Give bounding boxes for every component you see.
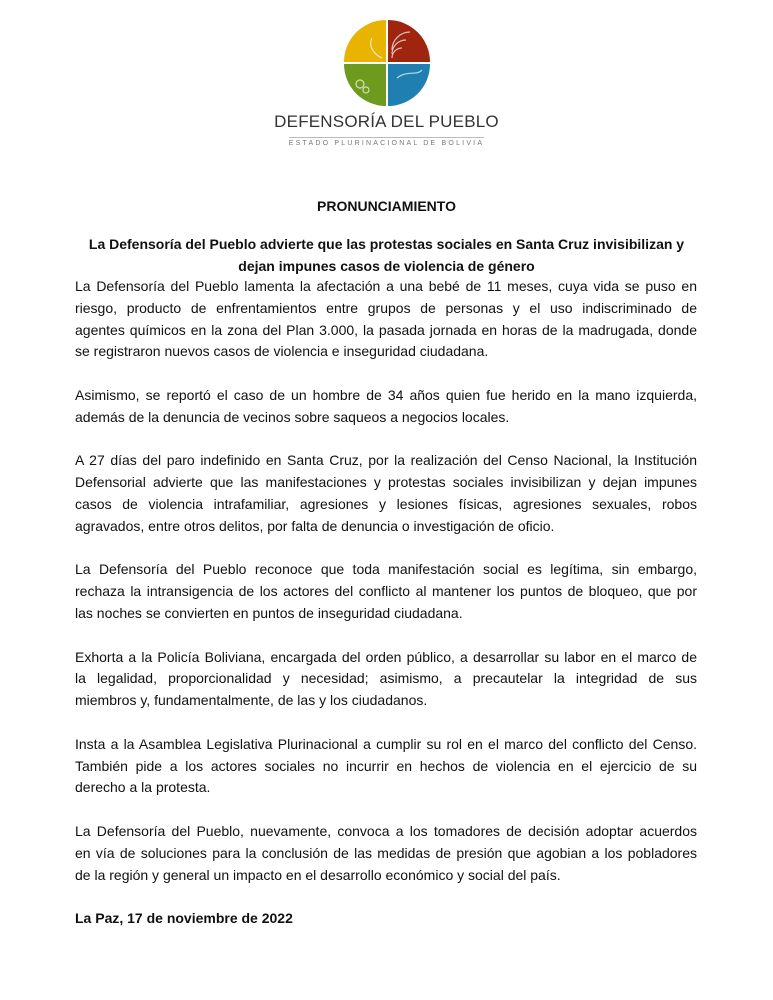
paragraph-line: la legalidad, proporcionalidad y necesidad; asimismo, a precautelar la integridad de sus — [75, 670, 697, 687]
paragraph-line: También pide a los actores sociales no incurrir en hechos de violencia en el ejercicio de su — [75, 757, 697, 774]
paragraph-line: Asimismo, se reportó el caso de un hombre de 34 años quien fue herido en la mano izquierda, — [75, 386, 697, 403]
headline-line: La Defensoría del Pueblo advierte que las protestas sociales en Santa Cruz invisibilizan y — [88, 236, 685, 252]
paragraph-line: Insta a la Asamblea Legislativa Plurinacional a cumplir su rol en el marco del conflicto del Censo. — [75, 735, 697, 752]
headline — [60, 233, 713, 277]
paragraph-line: derecho a la protesta. — [75, 779, 211, 796]
paragraph-line: las noches se convierten en puntos de inseguridad ciudadana. — [75, 604, 463, 621]
paragraph — [75, 385, 697, 429]
paragraph-line: La Defensoría del Pueblo lamenta la afectación a una bebé de 11 meses, cuya vida se puso en — [75, 278, 697, 294]
paragraph — [75, 821, 697, 886]
paragraph-line: La Defensoría del Pueblo reconoce que toda manifestación social es legítima, sin embargo, — [75, 561, 697, 578]
paragraph-line: casos de violencia intrafamiliar, agresiones y lesiones físicas, agresiones sexuales, robos — [75, 495, 697, 512]
paragraph-line: riesgo, producto de enfrentamientos entre grupos de personas y el uso indiscriminado de — [75, 299, 697, 316]
paragraph-line: Exhorta a la Policía Boliviana, encargada del orden público, a desarrollar su labor en el marco de — [75, 648, 697, 665]
paragraph-line: miembros y, fundamentalmente, de las y los ciudadanos. — [75, 692, 428, 709]
paragraph-line: La Defensoría del Pueblo, nuevamente, convoca a los tomadores de decisión adoptar acuerdos — [75, 822, 697, 839]
paragraph — [75, 734, 697, 799]
paragraph-line: se registraron nuevos casos de violencia e inseguridad ciudadana. — [75, 343, 489, 360]
paragraph-line: agentes químicos en la zona del Plan 3.000, la pasada jornada en horas de la madrugada, donde — [75, 321, 697, 338]
paragraph-line: además de la denuncia de vecinos sobre saqueos a negocios locales. — [75, 408, 510, 425]
paragraph — [75, 559, 697, 624]
document-title: PRONUNCIAMIENTO — [317, 198, 456, 214]
org-name: DEFENSORÍA DEL PUEBLO — [274, 112, 499, 131]
header-logo — [0, 18, 773, 150]
org-subtitle: ESTADO PLURINACIONAL DE BOLIVIA — [289, 137, 484, 147]
paragraph-line: A 27 días del paro indefinido en Santa Cruz, por la realización del Censo Nacional, la Institución — [75, 452, 697, 469]
defensoria-emblem-icon — [342, 18, 432, 108]
paragraph-line: en vía de soluciones para la conclusión de las medidas de presión que agobian a los pobladores — [75, 844, 697, 861]
paragraph — [75, 647, 697, 712]
paragraph-line: rechaza la intransigencia de los actores del conflicto al mantener los puntos de bloqueo, que por — [75, 583, 697, 600]
paragraph-line: agravados, entre otros delitos, por falta de denuncia o investigación de oficio. — [75, 517, 555, 534]
document-body — [75, 276, 697, 930]
paragraph-line: Defensorial advierte que las manifestaciones y protestas sociales invisibilizan y dejan impunes — [75, 474, 697, 491]
date-line: La Paz, 17 de noviembre de 2022 — [75, 910, 293, 927]
paragraph — [75, 450, 697, 537]
headline-line: dejan impunes casos de violencia de género — [238, 258, 535, 274]
paragraph — [75, 276, 697, 363]
paragraph-line: de la región y general un impacto en el desarrollo económico y social del país. — [75, 866, 561, 883]
